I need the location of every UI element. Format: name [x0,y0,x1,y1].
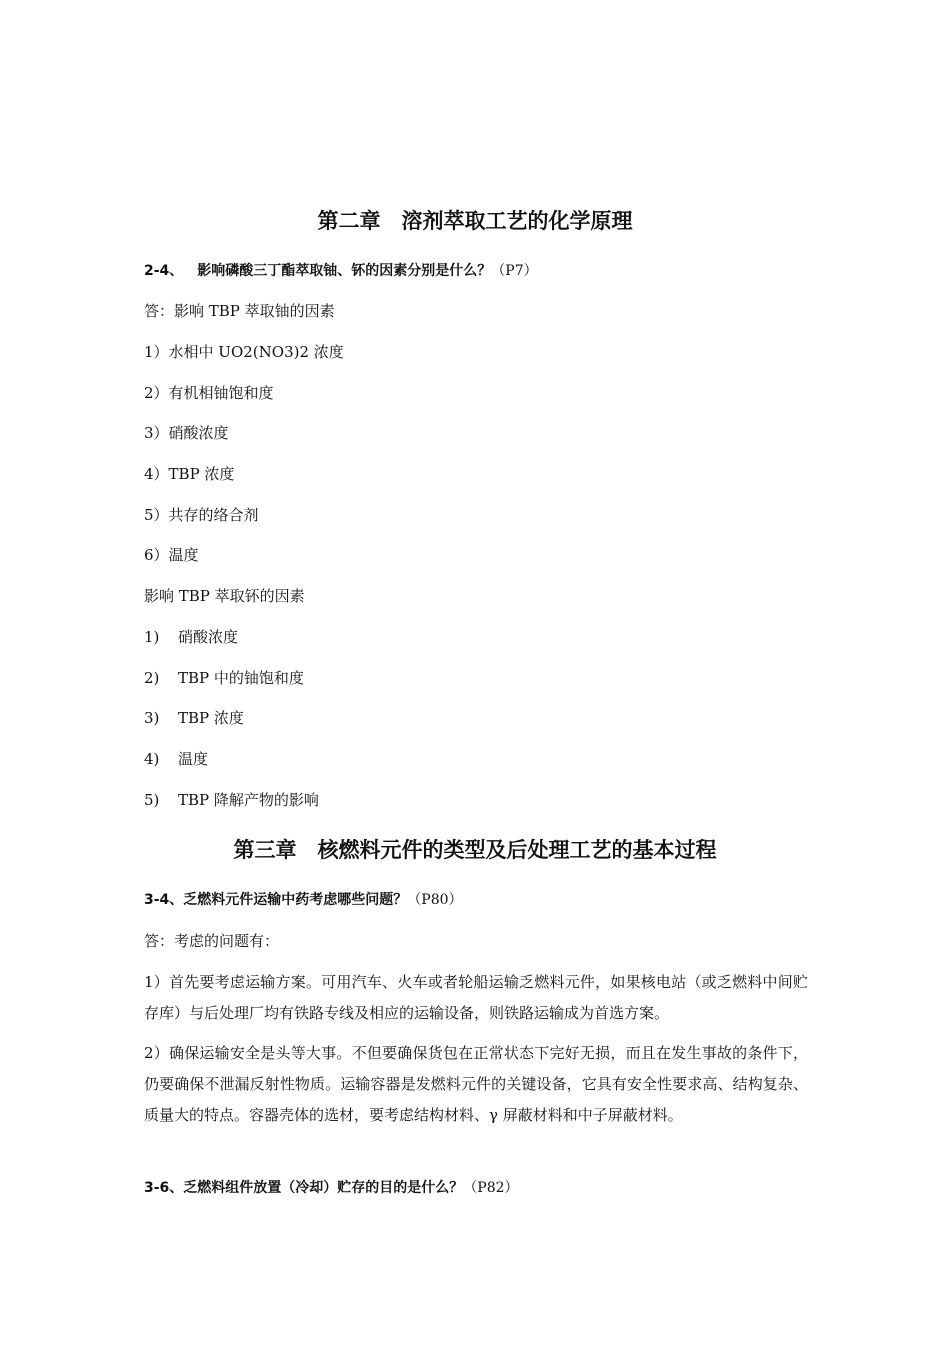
list-number: 4) [144,750,160,768]
list-number: 3) [144,709,160,727]
page-reference: （P7） [491,263,538,279]
list-number: 2) [144,669,160,687]
chapter2-title: 第二章 溶剂萃取工艺的化学原理 [317,209,633,233]
question-label: 2-4、 [144,263,184,279]
plutonium-factor [144,626,238,648]
list-text: 温度 [178,750,209,768]
uranium-factor: 3）硝酸浓度 [144,424,229,442]
question-text: 乏燃料元件运输中药考虑哪些问题？ [183,892,408,908]
question-text: 影响磷酸三丁酯萃取铀、钚的因素分别是什么？ [197,263,492,279]
plutonium-factor [144,707,244,729]
question-label: 3-4、 [144,892,184,908]
list-text: TBP 浓度 [178,709,244,727]
uranium-factor: 5）共存的络合剂 [144,506,259,524]
question-label: 3-6、 [144,1180,184,1196]
uranium-factor: 6）温度 [144,546,199,564]
list-text: TBP 中的铀饱和度 [178,669,304,687]
plutonium-intro: 影响 TBP 萃取钚的因素 [144,587,305,605]
answer-intro: 答：影响 TBP 萃取铀的因素 [144,302,335,320]
list-text: TBP 降解产物的影响 [178,791,319,809]
uranium-factor: 1）水相中 UO2(NO3)2 浓度 [144,343,344,361]
page-reference: （P82） [463,1180,519,1196]
uranium-factor: 4）TBP 浓度 [144,465,235,483]
question-3-4 [144,889,463,911]
list-text: 硝酸浓度 [178,628,239,646]
answer-paragraph-2: 2）确保运输安全是头等大事。不但要确保货包在正常状态下完好无损，而且在发生事故的条件下，仍要确保不泄漏反射性物质。运输容器是发燃料元件的关键设备，它具有安全性要求高、结构复杂、质量大的特点。容器壳体的选材，要考虑结构材料、γ 屏蔽材料和中子屏蔽材料。 [144,1044,808,1124]
chapter3-title: 第三章 核燃料元件的类型及后处理工艺的基本过程 [233,838,717,862]
question-text: 乏燃料组件放置（冷却）贮存的目的是什么？ [183,1180,464,1196]
uranium-factor: 2）有机相铀饱和度 [144,384,274,402]
list-number: 1) [144,628,160,646]
plutonium-factor [144,789,319,811]
question-2-4 [144,260,538,282]
answer-paragraph-1: 1）首先要考虑运输方案。可用汽车、火车或者轮船运输乏燃料元件，如果核电站（或乏燃料中间贮存库）与后处理厂均有铁路专线及相应的运输设备，则铁路运输成为首选方案。 [144,973,808,1022]
plutonium-factor [144,748,208,770]
question-3-6 [144,1177,519,1199]
list-number: 5) [144,791,160,809]
page-reference: （P80） [407,892,463,908]
answer-intro: 答：考虑的问题有： [144,932,280,950]
plutonium-factor [144,667,304,689]
